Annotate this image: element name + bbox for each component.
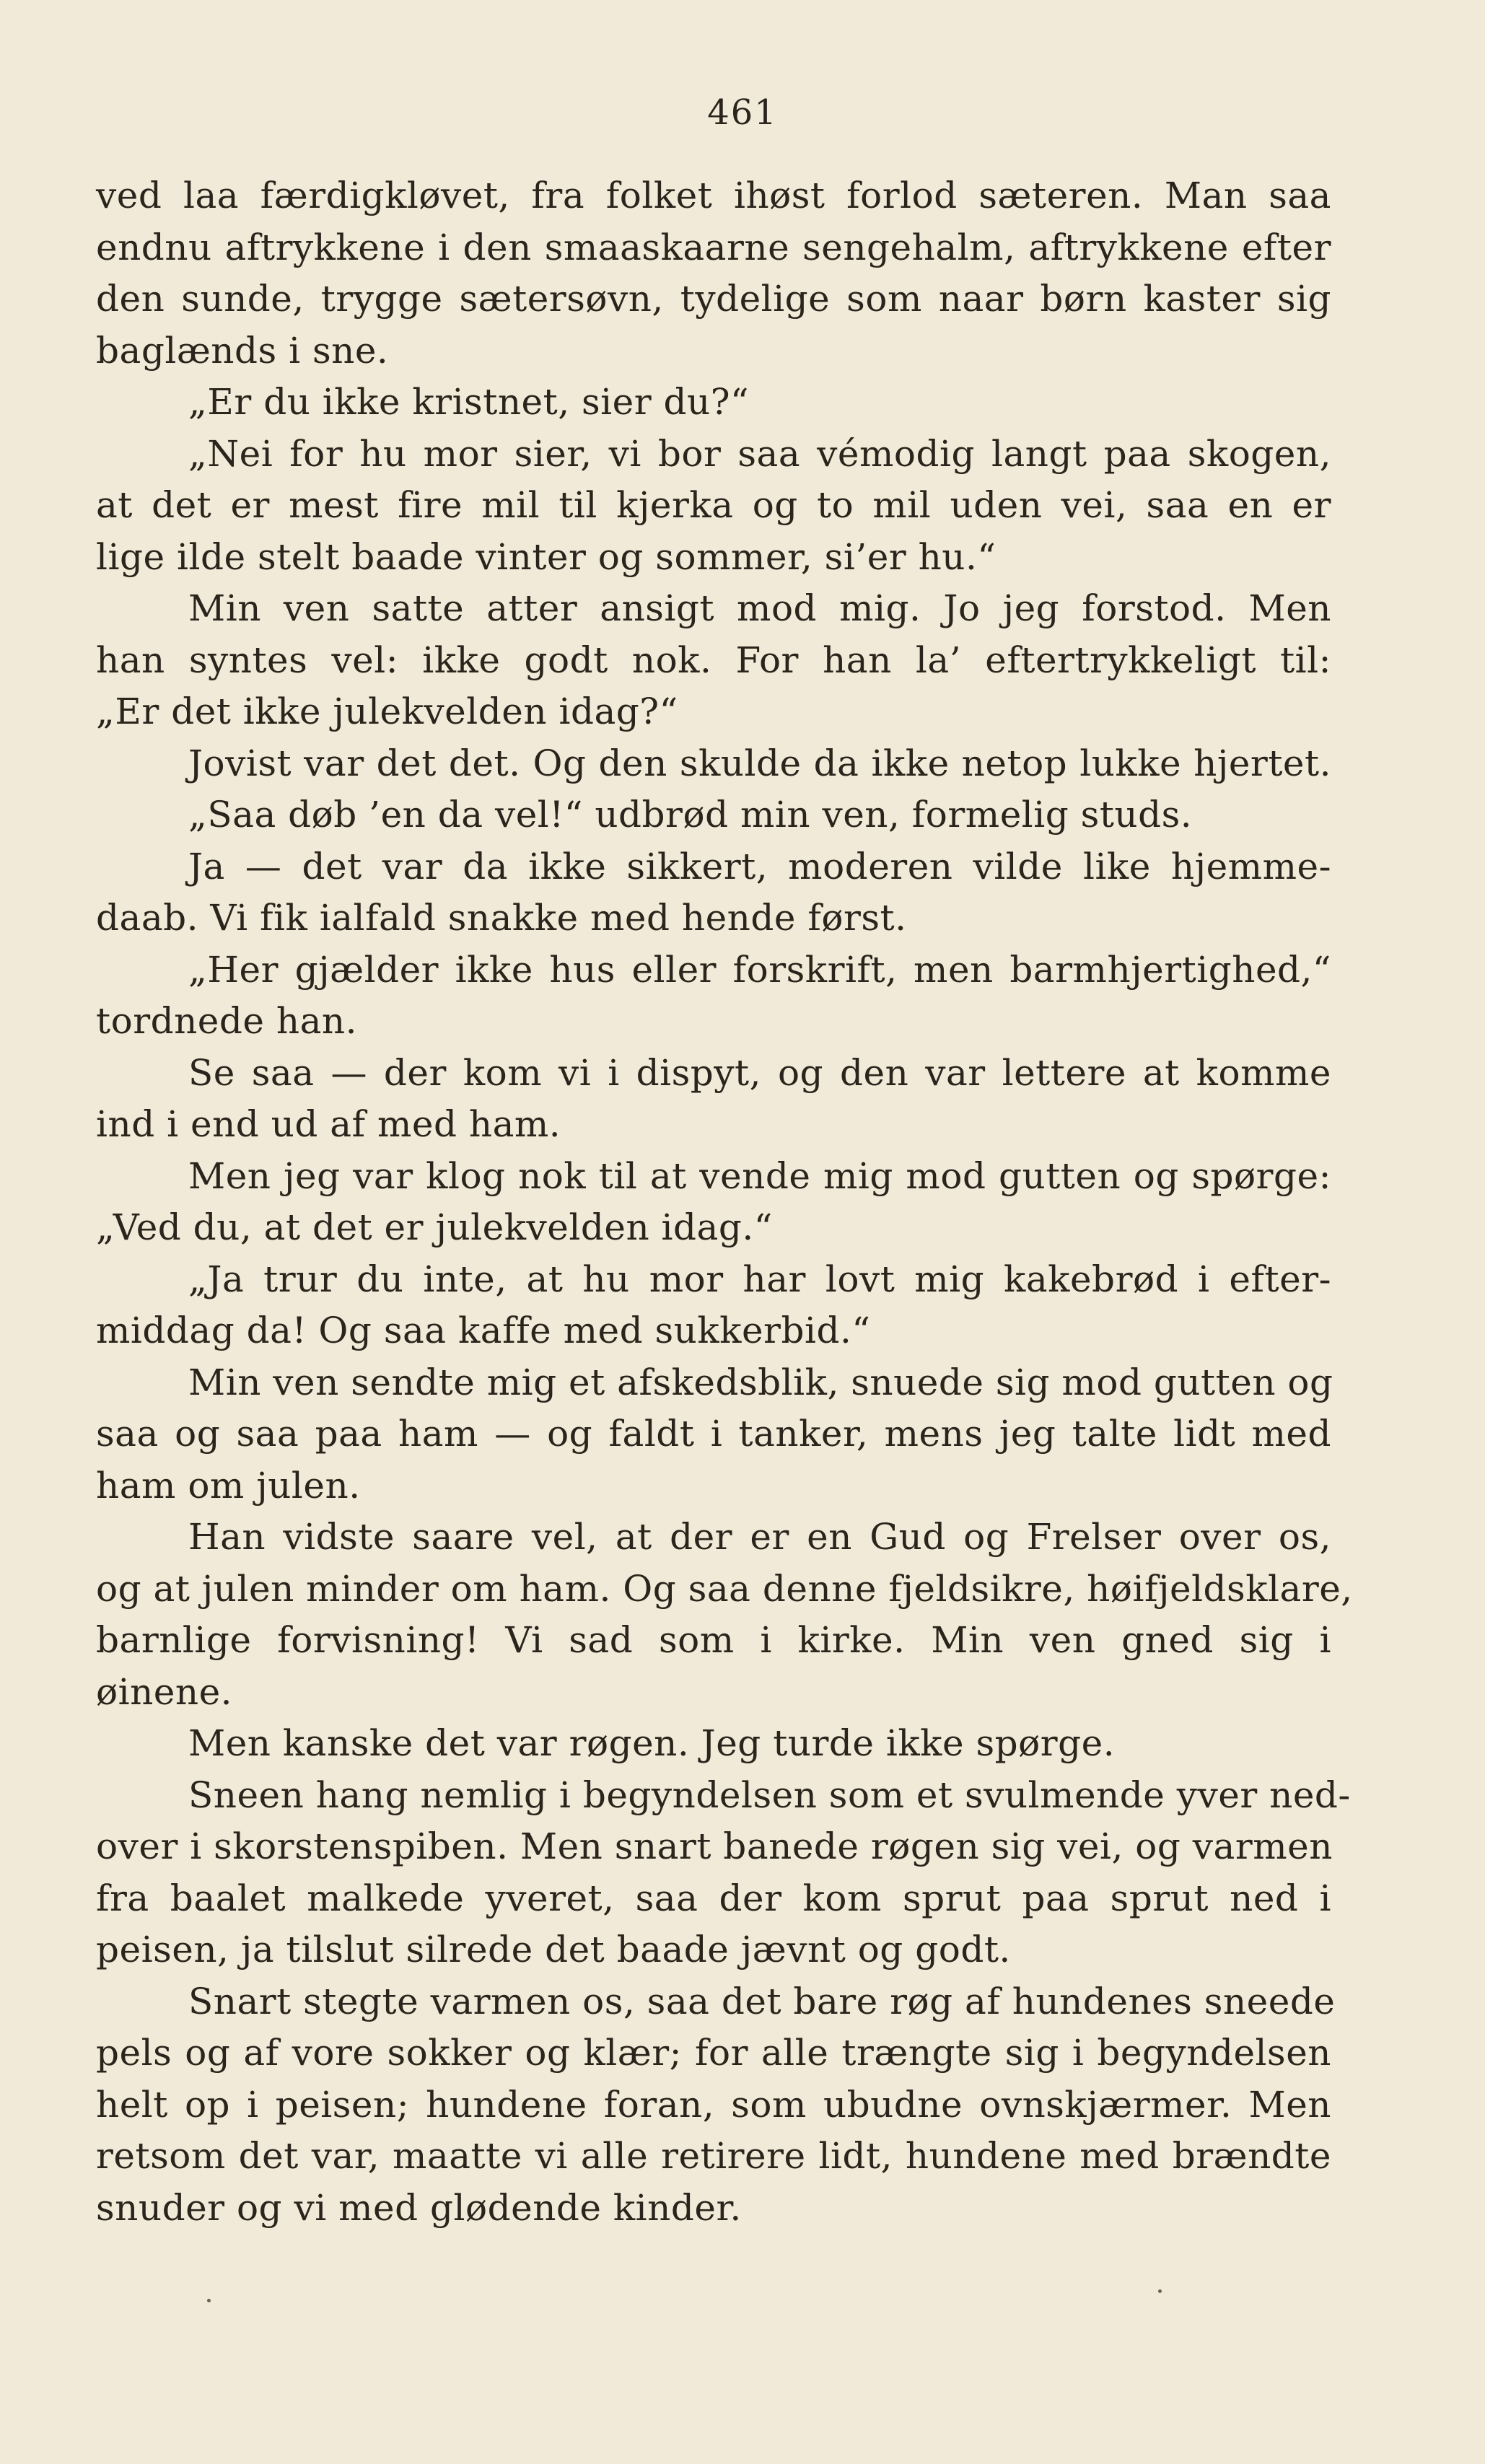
text-line: Sneen hang nemlig i begyndelsen som et svulmende yver ned- (188, 1774, 1351, 1816)
text-line: middag da! Og saa kaffe med sukkerbid.“ (96, 1310, 871, 1351)
text-line: „Saa døb ’en da vel!“ udbrød min ven, formelig studs. (188, 794, 1193, 836)
text-line: tordnede han. (96, 1000, 357, 1042)
text-line: Ja — det var da ikke sikkert, moderen vilde like hjemme- (188, 845, 1331, 887)
paper-speck (207, 2299, 211, 2302)
text-line: daab. Vi fik ialfald snakke med hende først. (96, 897, 907, 939)
paper-speck (1158, 2289, 1162, 2293)
text-line: lige ilde stelt baade vinter og sommer, si’er hu.“ (96, 535, 996, 578)
text-line: ham om julen. (96, 1464, 361, 1507)
text-line: Men kanske det var røgen. Jeg turde ikke spørge. (188, 1722, 1116, 1764)
text-line: helt op i peisen; hundene foran, som ubudne ovnskjærmer. Men (96, 2083, 1331, 2126)
body-text (96, 170, 1353, 2234)
text-line: han syntes vel: ikke godt nok. For han la’ eftertrykkeligt til: (96, 639, 1331, 681)
text-line: Han vidste saare vel, at der er en Gud og Frelser over os, (188, 1516, 1331, 1558)
text-line: retsom det var, maatte vi alle retirere lidt, hundene med brændte (96, 2135, 1331, 2177)
text-line: Se saa — der kom vi i dispyt, og den var lettere at komme (188, 1051, 1331, 1094)
text-line: den sunde, trygge sætersøvn, tydelige som naar børn kaster sig (96, 278, 1331, 320)
text-line: over i skorstenspiben. Men snart banede røgen sig vei, og varmen (96, 1825, 1333, 1867)
text-line: „Her gjælder ikke hus eller forskrift, men barmhjertighed,“ (188, 948, 1331, 991)
text-line: pels og af vore sokker og klær; for alle trængte sig i begyndelsen (96, 2032, 1331, 2074)
text-line: saa og saa paa ham — og faldt i tanker, mens jeg talte lidt med (96, 1413, 1331, 1455)
text-line: at det er mest fire mil til kjerka og to mil uden vei, saa en er (96, 484, 1331, 526)
text-line: „Er det ikke julekvelden idag?“ (96, 690, 678, 732)
text-line: Snart stegte varmen os, saa det bare røg af hundenes sneede (188, 1980, 1336, 2022)
text-line: barnlige forvisning! Vi sad som i kirke. Min ven gned sig i (96, 1619, 1331, 1661)
text-line: baglænds i sne. (96, 329, 389, 372)
text-line: ind i end ud af med ham. (96, 1103, 561, 1145)
text-line: Min ven satte atter ansigt mod mig. Jo jeg forstod. Men (188, 587, 1331, 629)
text-line: Min ven sendte mig et afskedsblik, snuede sig mod gutten og (188, 1361, 1333, 1403)
text-line: øinene. (96, 1670, 233, 1713)
text-line: ved laa færdigkløvet, fra folket ihøst forlod sæteren. Man saa (96, 175, 1331, 216)
text-line: „Nei for hu mor sier, vi bor saa vémodig langt paa skogen, (188, 432, 1331, 475)
text-line: Jovist var det det. Og den skulde da ikke netop lukke hjertet. (188, 742, 1331, 784)
text-line: snuder og vi med glødende kinder. (96, 2186, 742, 2229)
text-line: fra baalet malkede yveret, saa der kom sprut paa sprut ned i (96, 1877, 1331, 1919)
page-number: 461 (707, 92, 778, 133)
text-line: „Ja trur du inte, at hu mor har lovt mig kakebrød i efter- (188, 1258, 1331, 1300)
text-line: „Ved du, at det er julekvelden idag.“ (96, 1206, 773, 1248)
text-line: Men jeg var klog nok til at vende mig mod gutten og spørge: (188, 1154, 1331, 1197)
text-line: peisen, ja tilslut silrede det baade jævnt og godt. (96, 1929, 1011, 1970)
text-line: „Er du ikke kristnet, sier du?“ (188, 381, 750, 423)
text-line: og at julen minder om ham. Og saa denne fjeldsikre, høifjeldsklare, (96, 1567, 1353, 1610)
text-line: endnu aftrykkene i den smaaskaarne sengehalm, aftrykkene efter (96, 226, 1331, 268)
